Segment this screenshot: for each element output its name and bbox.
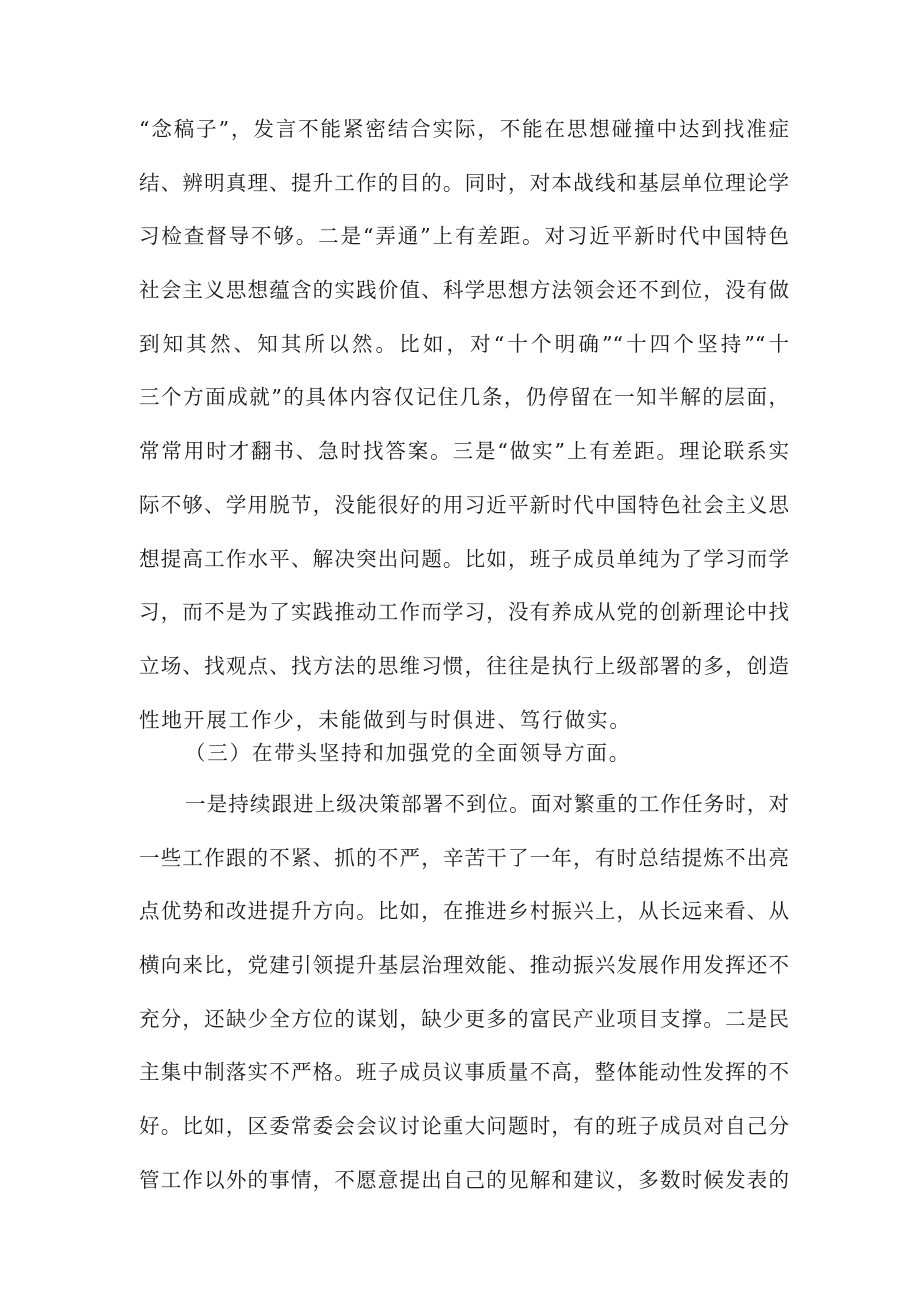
line-text: 好。比如，区委常委会会议讨论重大问题时，有的班子成员对自己分 <box>139 1114 789 1139</box>
text-line <box>139 210 789 264</box>
line-text: 常常用时才翻书、急时找答案。三是“做实”上有差距。理论联系实 <box>139 439 789 464</box>
line-text: 结、辨明真理、提升工作的目的。同时，对本战线和基层单位理论学 <box>139 170 789 195</box>
text-line <box>139 157 789 211</box>
text-line <box>139 1100 789 1154</box>
text-line <box>139 885 789 939</box>
line-text: 充分，还缺少全方位的谋划，缺少更多的富民产业项目支撑。二是民 <box>139 1006 789 1031</box>
text-line <box>139 939 789 993</box>
text-line <box>139 264 789 318</box>
text-line <box>139 1154 789 1208</box>
line-text: 想提高工作水平、解决突出问题。比如，班子成员单纯为了学习而学 <box>139 546 789 571</box>
line-text: 一是持续跟进上级决策部署不到位。面对繁重的工作任务时，对 <box>185 792 789 816</box>
line-text: 三个方面成就”的具体内容仅记住几条，仍停留在一知半解的层面， <box>139 385 789 410</box>
text-line <box>139 533 789 587</box>
text-line <box>139 778 789 832</box>
text-line <box>139 640 789 694</box>
text-line <box>139 425 789 479</box>
line-text: 际不够、学用脱节，没能很好的用习近平新时代中国特色社会主义思 <box>139 492 789 517</box>
line-text: 性地开展工作少，未能做到与时俱进、笃行做实。 <box>139 707 632 732</box>
text-line <box>139 318 789 372</box>
paragraph-2 <box>139 778 789 1208</box>
text-line <box>139 993 789 1047</box>
text-line <box>139 586 789 640</box>
line-text: 管工作以外的事情，不愿意提出自己的见解和建议，多数时候发表的 <box>139 1167 789 1192</box>
line-text: 立场、找观点、找方法的思维习惯，往往是执行上级部署的多，创造 <box>139 653 789 678</box>
line-text: 习检查督导不够。二是“弄通”上有差距。对习近平新时代中国特色 <box>139 224 789 249</box>
line-text: 到知其然、知其所以然。比如，对“十个明确”“十四个坚持”“十 <box>139 331 789 356</box>
line-text: 社会主义思想蕴含的实践价值、科学思想方法领会还不到位，没有做 <box>139 278 789 303</box>
text-line <box>139 371 789 425</box>
line-text: 横向来比，党建引领提升基层治理效能、推动振兴发展作用发挥还不 <box>139 953 789 978</box>
section-heading: （三）在带头坚持和加强党的全面领导方面。 <box>185 741 631 765</box>
line-text: 一些工作跟的不紧、抓的不严，辛苦干了一年，有时总结提炼不出亮 <box>139 845 789 870</box>
text-line <box>139 832 789 886</box>
text-line <box>139 103 789 157</box>
text-line <box>139 479 789 533</box>
line-text: 点优势和改进提升方向。比如，在推进乡村振兴上，从长远来看、从 <box>139 899 789 924</box>
line-text: 习，而不是为了实践推动工作而学习，没有养成从党的创新理论中找 <box>139 600 789 625</box>
line-text: “念稿子”，发言不能紧密结合实际，不能在思想碰撞中达到找准症 <box>139 117 789 141</box>
paragraph-1 <box>139 103 789 747</box>
text-line <box>139 1046 789 1100</box>
line-text: 主集中制落实不严格。班子成员议事质量不高，整体能动性发挥的不 <box>139 1060 789 1085</box>
